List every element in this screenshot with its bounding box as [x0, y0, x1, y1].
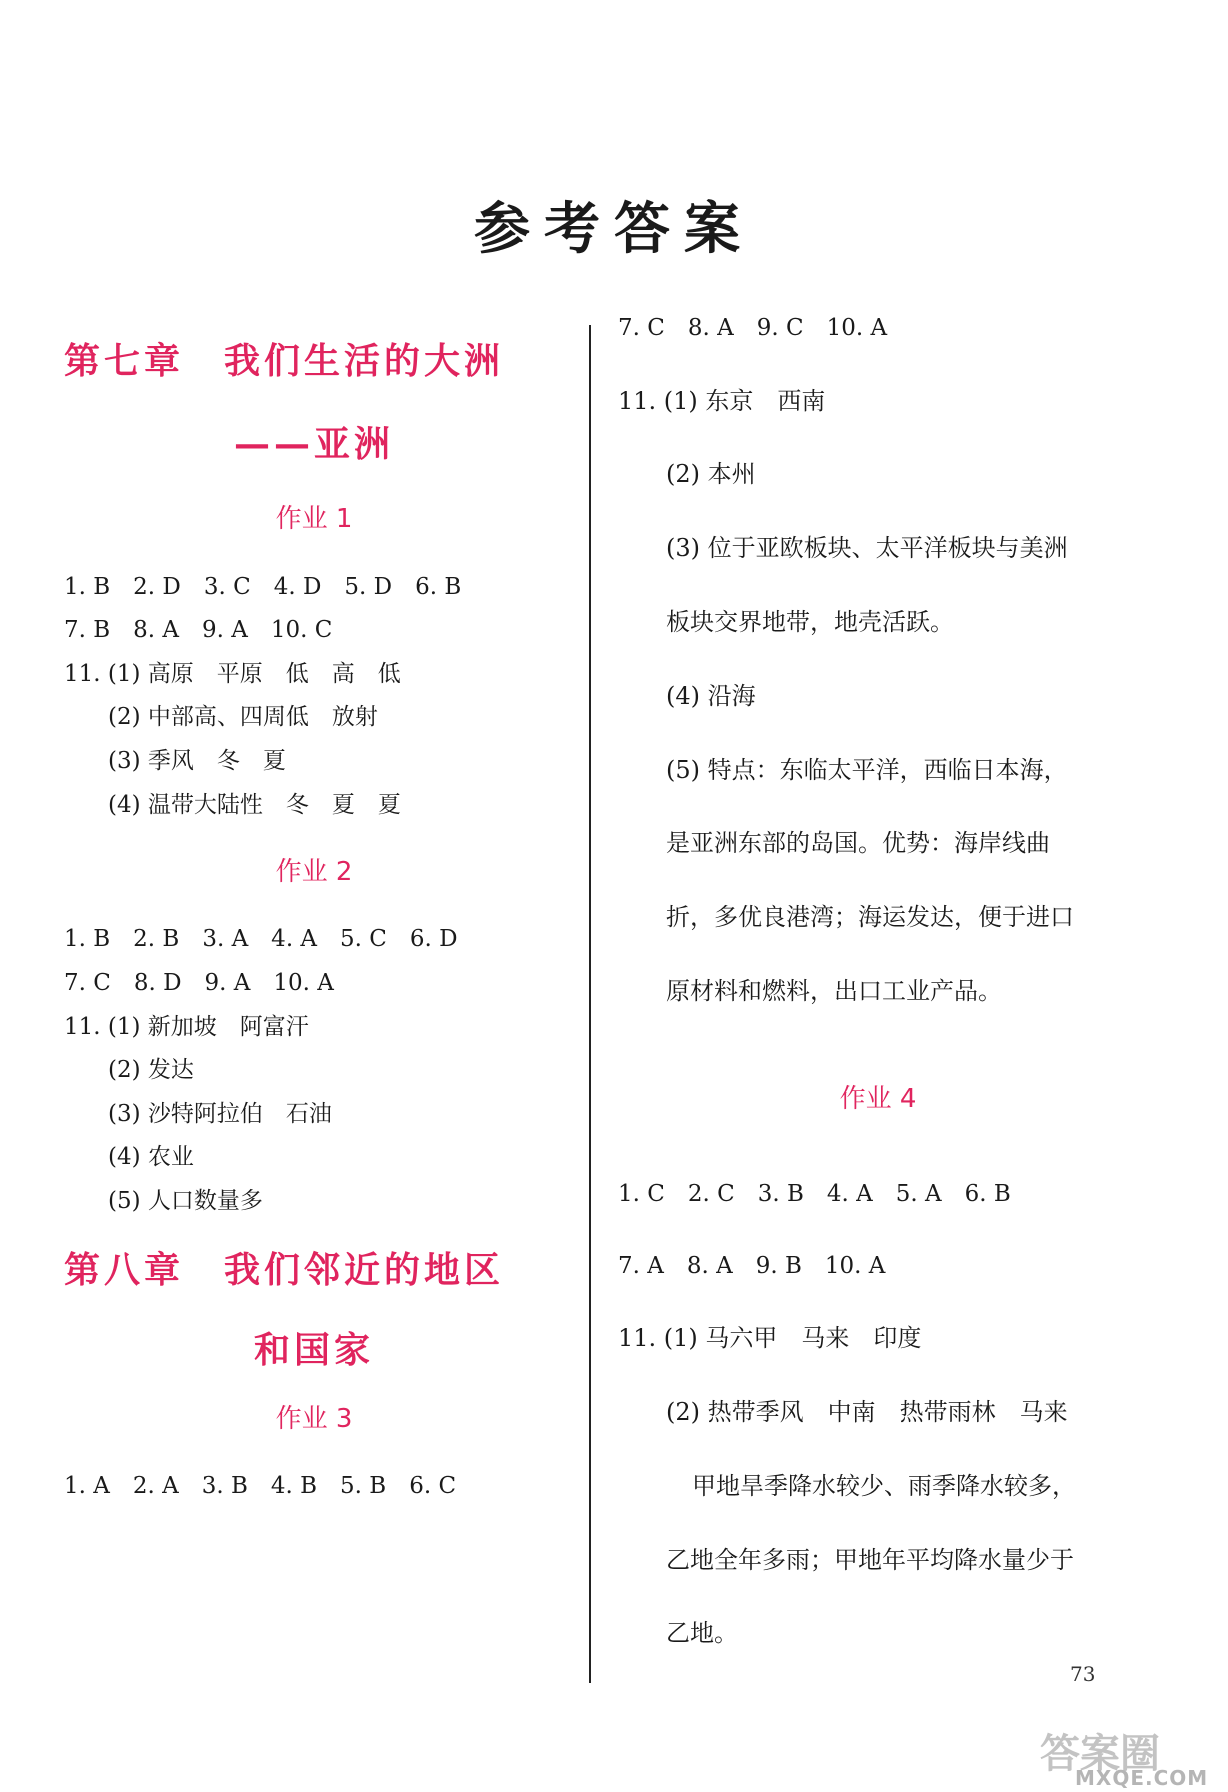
- answer-line: 板块交界地带，地壳活跃。: [666, 607, 954, 636]
- answer-line: 7. C 8. A 9. C 10. A: [618, 315, 888, 341]
- chapter-8-title: 第八章 我们邻近的地区: [64, 1249, 505, 1292]
- chapter-7-title: 第七章 我们生活的大洲: [64, 340, 505, 382]
- answer-line: (3) 季风 冬 夏: [108, 747, 286, 774]
- answer-line: 原材料和燃料，出口工业产品。: [666, 976, 1002, 1005]
- answer-line: 1. C 2. C 3. B 4. A 5. A 6. B: [618, 1180, 1011, 1207]
- answer-line: (3) 沙特阿拉伯 石油: [108, 1100, 332, 1127]
- chapter-8-subtitle: 和国家: [253, 1328, 374, 1371]
- answer-line: 1. B 2. D 3. C 4. D 5. D 6. B: [64, 573, 462, 600]
- answer-line: (5) 人口数量多: [108, 1187, 263, 1214]
- chapter-7-subtitle: ——亚洲: [233, 423, 394, 466]
- homework-2-heading: 作业 2: [275, 857, 353, 888]
- page-title: 参考答案: [474, 196, 754, 262]
- answer-line: (2) 本州: [666, 460, 756, 489]
- answer-line: 11. (1) 高原 平原 低 高 低: [64, 660, 401, 687]
- answer-line: 11. (1) 新加坡 阿富汗: [64, 1013, 309, 1040]
- left-column: [64, 340, 564, 1501]
- answer-line: (2) 热带季风 中南 热带雨林 马来: [666, 1397, 1068, 1426]
- answer-line: 7. B 8. A 9. A 10. C: [64, 617, 333, 644]
- answer-line: (2) 中部高、四周低 放射: [108, 704, 378, 731]
- page-number: 73: [1070, 1662, 1096, 1686]
- answer-line: (5) 特点：东临太平洋，西临日本海，: [666, 755, 1068, 784]
- answer-line: 7. C 8. D 9. A 10. A: [64, 969, 334, 996]
- answer-line: 1. A 2. A 3. B 4. B 5. B 6. C: [64, 1473, 457, 1500]
- answer-line: 甲地旱季降水较少、雨季降水较多，: [692, 1471, 1076, 1500]
- answer-line: 折，多优良港湾；海运发达，便于进口: [666, 903, 1074, 932]
- answer-line: (4) 沿海: [666, 681, 756, 710]
- answer-line: 乙地全年多雨；甲地年平均降水量少于: [666, 1545, 1074, 1574]
- answer-line: 乙地。: [666, 1619, 738, 1648]
- answer-line: 1. B 2. B 3. A 4. A 5. C 6. D: [64, 926, 458, 953]
- answer-line: (2) 发达: [108, 1057, 194, 1084]
- column-divider: [589, 325, 591, 1683]
- homework-3-heading: 作业 3: [275, 1403, 353, 1434]
- answer-line: 11. (1) 马六甲 马来 印度: [618, 1324, 922, 1353]
- homework-4-heading: 作业 4: [839, 1083, 917, 1114]
- answer-line: 7. A 8. A 9. B 10. A: [618, 1252, 886, 1279]
- answer-line: 11. (1) 东京 西南: [618, 386, 826, 415]
- homework-1-heading: 作业 1: [275, 504, 353, 535]
- answer-line: (3) 位于亚欧板块、太平洋板块与美洲: [666, 534, 1068, 563]
- watermark-logo: 答案圈: [1040, 1731, 1160, 1777]
- watermark-url: MXQE.COM: [1075, 1766, 1209, 1790]
- right-column: [618, 315, 1138, 1648]
- answer-line: 是亚洲东部的岛国。优势：海岸线曲: [666, 829, 1050, 858]
- answer-line: (4) 农业: [108, 1144, 194, 1171]
- answer-line: (4) 温带大陆性 冬 夏 夏: [108, 791, 401, 818]
